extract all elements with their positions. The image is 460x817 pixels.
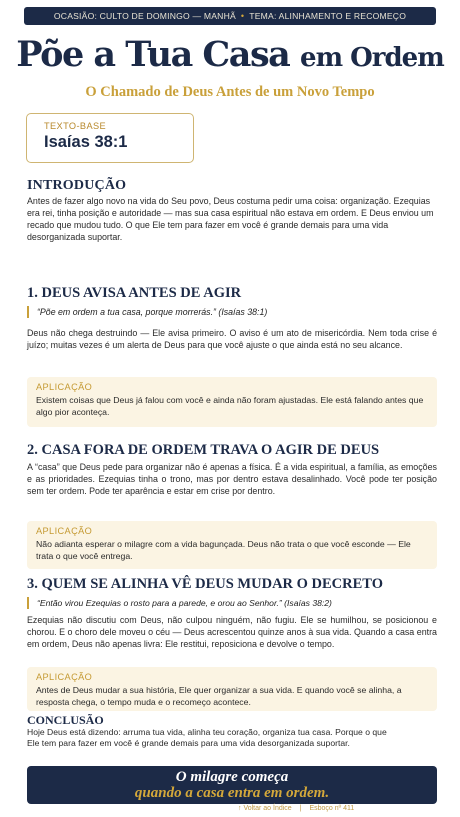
back-to-index-link[interactable]: ↑ Voltar ao Índice <box>238 805 292 812</box>
section-1-application-box <box>27 377 437 427</box>
section-3-application-box <box>27 667 437 711</box>
section-2-text: A “casa” que Deus pede para organizar não é apenas a física. É a vida espiritual, a família, as emoções e as prioridades. Ezequias tinha o trono, mas por dentro estava desalinhado. Você pode ter posição sem ter ordem. Pode ter aparência e estar em crise por dentro. <box>27 462 437 497</box>
section-1-quote: “Põe em ordem a tua casa, porque morrerás.” (Isaías 38:1) <box>27 306 437 318</box>
closing-banner <box>27 766 437 804</box>
theme-label: TEMA: ALINHAMENTO E RECOMEÇO <box>249 11 407 21</box>
section-3-text: Ezequias não discutiu com Deus, não culpou ninguém, não fugiu. Ele se humilhou, se posicionou e chorou. E o choro dele moveu o céu — Deus acrescentou quinze anos à sua vida. Quando a casa entra em ordem, Deus não apenas livra: Ele restitui, reposiciona e devolve o tempo. <box>27 615 437 650</box>
footer <box>238 805 354 812</box>
footer-separator: | <box>299 805 302 812</box>
section-1-application-text: Existem coisas que Deus já falou com você e ainda não foram ajustadas. Ele está falando antes que algo pior aconteça. <box>36 395 424 417</box>
title-small: em Ordem <box>300 43 444 73</box>
bullet-separator-icon: • <box>240 11 245 21</box>
intro-heading: INTRODUÇÃO <box>27 178 127 193</box>
outline-number: Esboço nº 411 <box>309 805 355 812</box>
section-3-quote: “Então virou Ezequias o rosto para a parede, e orou ao Senhor.” (Isaías 38:2) <box>27 597 437 609</box>
section-3-application-text: Antes de Deus mudar a sua história, Ele quer organizar a sua vida. E quando você se alinha, a resposta chega, o tempo muda e o recomeço acontece. <box>36 685 402 707</box>
text-base-card <box>26 113 194 163</box>
page-subtitle: O Chamado de Deus Antes de um Novo Tempo <box>85 84 375 100</box>
banner-line-1: O milagre começa <box>175 769 289 785</box>
occasion-label: OCASIÃO: CULTO DE DOMINGO — MANHÃ <box>53 11 236 21</box>
top-info-bar <box>24 7 436 25</box>
banner-line-2: quando a casa entra em ordem. <box>134 785 330 801</box>
conclusion-text: Hoje Deus está dizendo: arruma tua vida, alinha teu coração, organiza tua casa. Porque o que Ele tem para fazer em você é grande demais para uma vida desorganizada suportar. <box>27 727 387 749</box>
section-1-text: Deus não chega destruindo — Ele avisa primeiro. O aviso é um ato de misericórdia. Nem toda crise é juízo; muitas vezes é um alerta de Deus para que você ajuste o que ainda está no seu alcance. <box>27 328 437 351</box>
text-base-reference: Isaías 38:1 <box>44 133 128 151</box>
text-base-label: TEXTO-BASE <box>44 121 107 131</box>
section-1-application-label: APLICAÇÃO <box>36 382 93 392</box>
title-main: Põe a Tua Casa <box>16 34 290 75</box>
section-2-heading: 2. CASA FORA DE ORDEM TRAVA O AGIR DE DEUS <box>27 442 380 458</box>
section-2-application-box <box>27 521 437 569</box>
section-1-heading: 1. DEUS AVISA ANTES DE AGIR <box>27 285 242 301</box>
page-title <box>0 34 460 75</box>
conclusion-heading: CONCLUSÃO <box>27 713 104 727</box>
section-3-application-label: APLICAÇÃO <box>36 672 93 682</box>
intro-text: Antes de fazer algo novo na vida do Seu povo, Deus costuma pedir uma coisa: organização. Ezequias era rei, tinha posição e autoridade — mas sua casa espiritual não estava em ordem. E Deus enviou um recado que mudou tudo. O que Ele tem para fazer em você é grande demais para uma vida desorganizada suportar. <box>27 196 434 243</box>
section-2-application-label: APLICAÇÃO <box>36 526 93 536</box>
section-3-heading: 3. QUEM SE ALINHA VÊ DEUS MUDAR O DECRETO <box>27 576 383 592</box>
section-2-application-text: Não adianta esperar o milagre com a vida bagunçada. Deus não trata o que você esconde — Ele trata o que você entrega. <box>36 539 411 561</box>
